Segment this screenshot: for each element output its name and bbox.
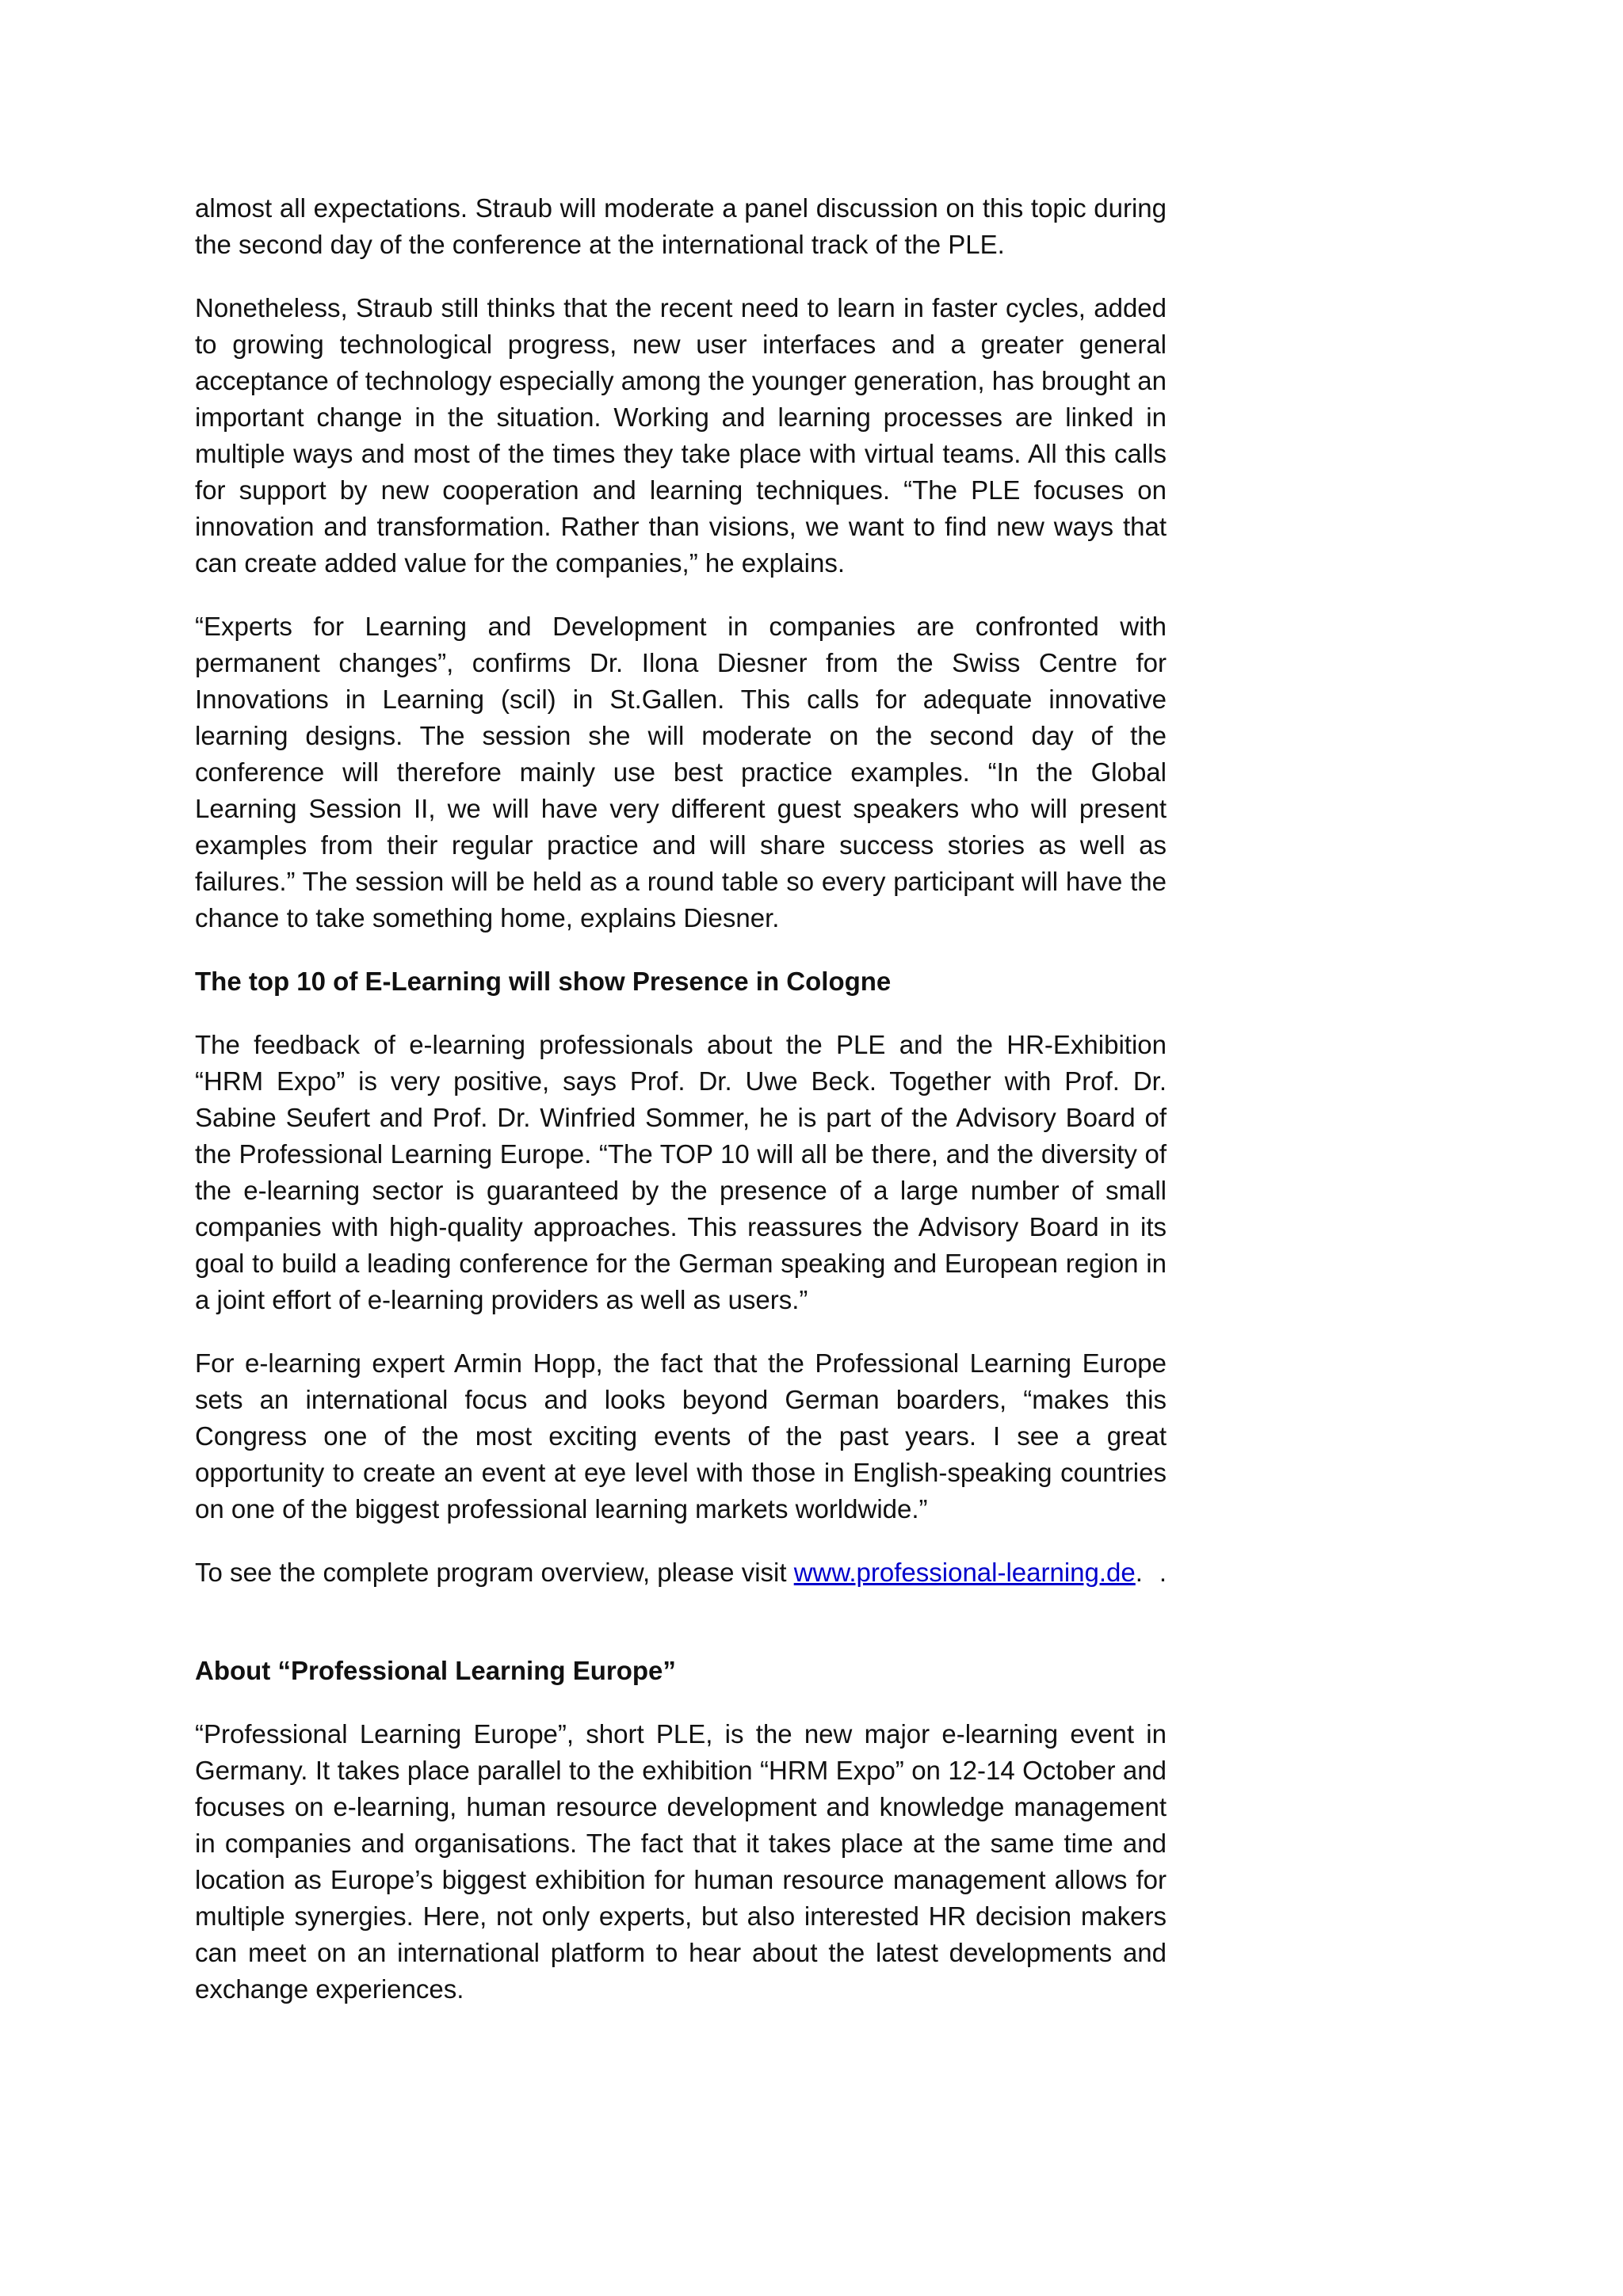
program-link-text: To see the complete program overview, please visit (195, 1558, 787, 1587)
document-page (195, 190, 1167, 2035)
paragraph-beck: The feedback of e-learning professionals about the PLE and the HR-Exhibition “HRM Expo” is very positive, says Prof. Dr. Uwe Beck. Together with Prof. Dr. Sabine Seufert and Prof. Dr. Winfried Sommer, he is part of the Advisory Board of the Professional Learning Europe. “The TOP 10 will all be there, and the diversity of the e-learning sector is guaranteed by the presence of a large number of small companies with high-quality approaches. This reassures the Advisory Board in its goal to build a leading conference for the German speaking and European region in a joint effort of e-learning providers as well as users.” (195, 1030, 1167, 1314)
link-period: . (1135, 1558, 1143, 1587)
section-heading-about: About “Professional Learning Europe” (195, 1656, 676, 1685)
program-website-link[interactable]: www.professional-learning.de (793, 1558, 1136, 1587)
paragraph-expectations: almost all expectations. Straub will moderate a panel discussion on this topic during the second day of the conference at the international track of the PLE. (195, 193, 1167, 259)
trailing-period: . (1159, 1558, 1167, 1587)
paragraph-straub: Nonetheless, Straub still thinks that the recent need to learn in faster cycles, added to growing technological progress, new user interfaces and a greater general acceptance of technology especially among the younger generation, has brought an important change in the situation. Working and learning processes are linked in multiple ways and most of the times they take place with virtual teams. All this calls for support by new cooperation and learning techniques. “The PLE focuses on innovation and transformation. Rather than visions, we want to find new ways that can create added value for the companies,” he explains. (195, 293, 1167, 578)
paragraph-program-link (195, 1554, 1167, 1591)
paragraph-about-ple: “Professional Learning Europe”, short PLE, is the new major e-learning event in Germany. It takes place parallel to the exhibition “HRM Expo” on 12-14 October and focuses on e-learning, human resource development and knowledge management in companies and organisations. The fact that it takes place at the same time and location as Europe’s biggest exhibition for human resource management allows for multiple synergies. Here, not only experts, but also interested HR decision makers can meet on an international platform to hear about the latest developments and exchange experiences. (195, 1719, 1167, 2004)
paragraph-diesner: “Experts for Learning and Development in companies are confronted with permanent changes”, confirms Dr. Ilona Diesner from the Swiss Centre for Innovations in Learning (scil) in St.Gallen. This calls for adequate innovative learning designs. The session she will moderate on the second day of the conference will therefore mainly use best practice examples. “In the Global Learning Session II, we will have very different guest speakers who will present examples from their regular practice and will share success stories as well as failures.” The session will be held as a round table so every participant will have the chance to take something home, explains Diesner. (195, 612, 1167, 933)
paragraph-hopp: For e-learning expert Armin Hopp, the fact that the Professional Learning Europe sets an international focus and looks beyond German boarders, “makes this Congress one of the most exciting events of the past years. I see a great opportunity to create an event at eye level with those in English-speaking countries on one of the biggest professional learning markets worldwide.” (195, 1348, 1167, 1524)
section-heading-top10: The top 10 of E-Learning will show Presence in Cologne (195, 967, 892, 996)
